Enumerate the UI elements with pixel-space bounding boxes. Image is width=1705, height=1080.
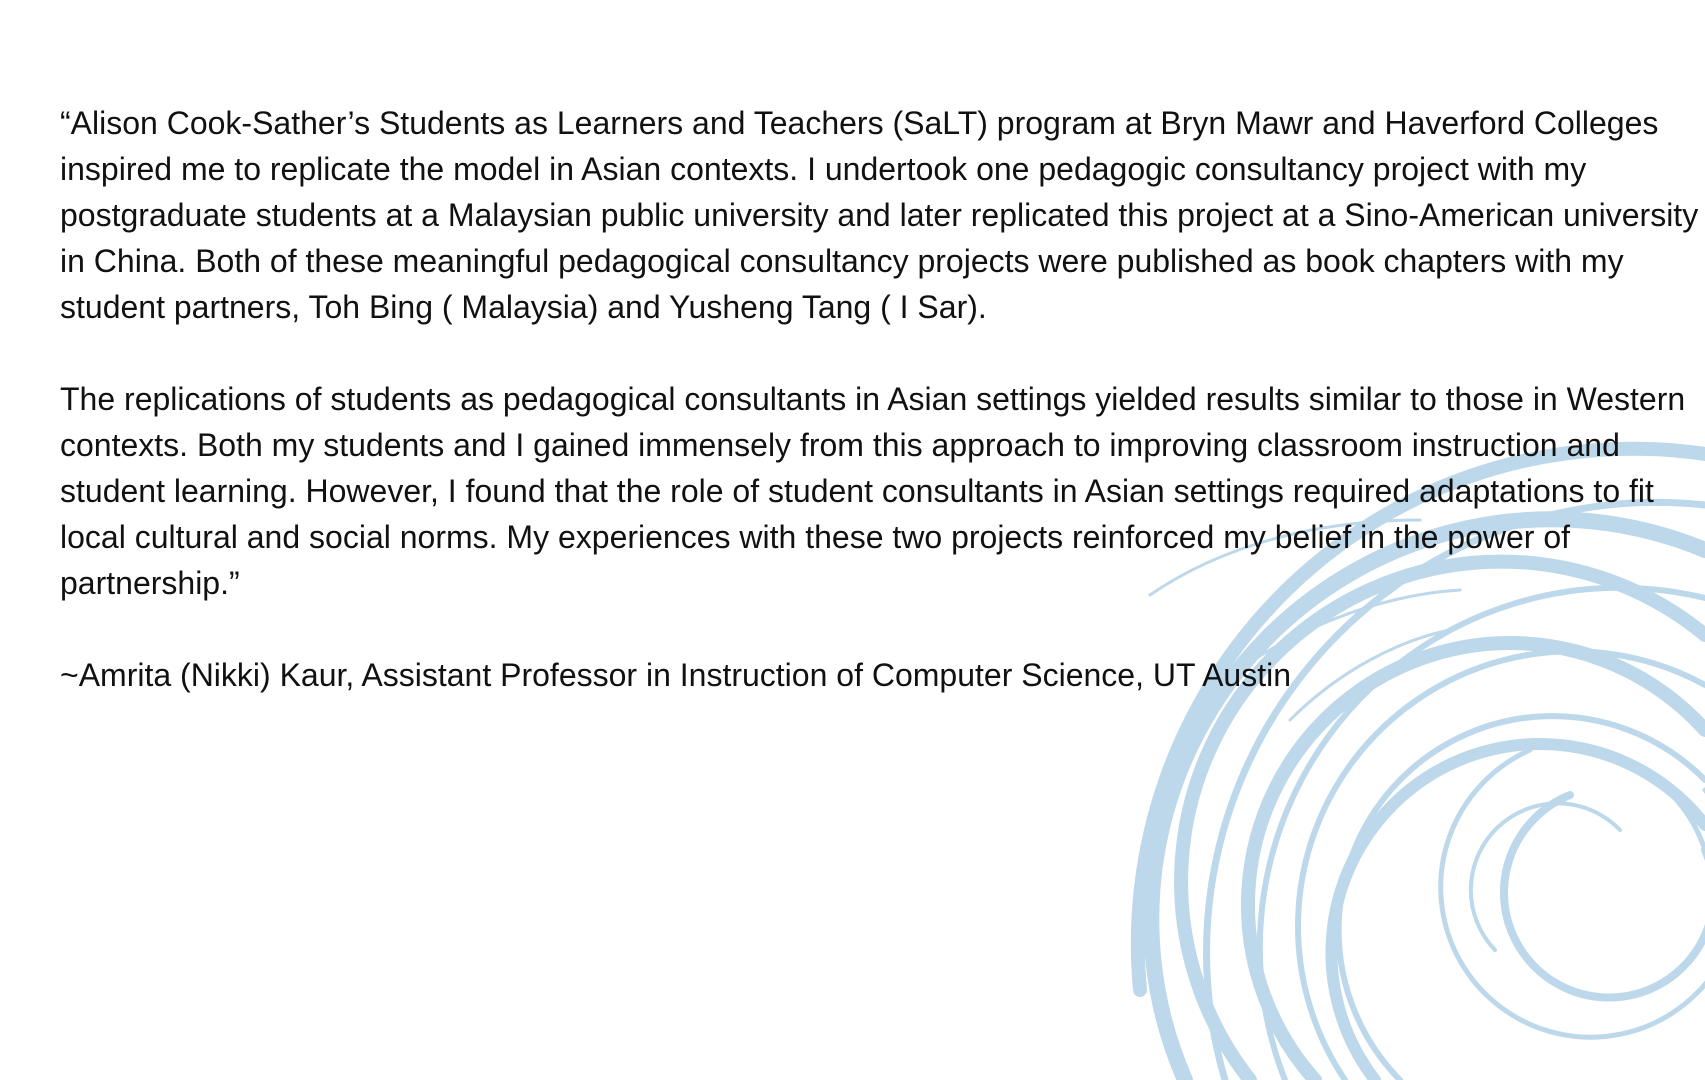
quote-paragraph-2: The replications of students as pedagogical consultants in Asian settings yielded results similar to those in Western contexts. Both my students and I gained immensely from this approach to improving classroom instruction and student learning. However, I found that the role of student consultants in Asian settings required adaptations to fit local cultural and social norms. My experiences with these two projects reinforced my belief in the power of partnership.” [60,381,1686,601]
quote-attribution: ~Amrita (Nikki) Kaur, Assistant Professor in Instruction of Computer Science, UT Austin [60,657,1291,693]
quote-paragraph-1: “Alison Cook-Sather’s Students as Learners and Teachers (SaLT) program at Bryn Mawr and Haverford Colleges inspired me to replicate the model in Asian contexts. I undertook one pedagogic consultancy project with my postgraduate students at a Malaysian public university and later replicated this project at a Sino-American university in China. Both of these meaningful pedagogical consultancy projects were published as book chapters with my student partners, Toh Bing ( Malaysia) and Yusheng Tang ( I Sar). [60,105,1699,325]
quote-block [60,100,1700,698]
